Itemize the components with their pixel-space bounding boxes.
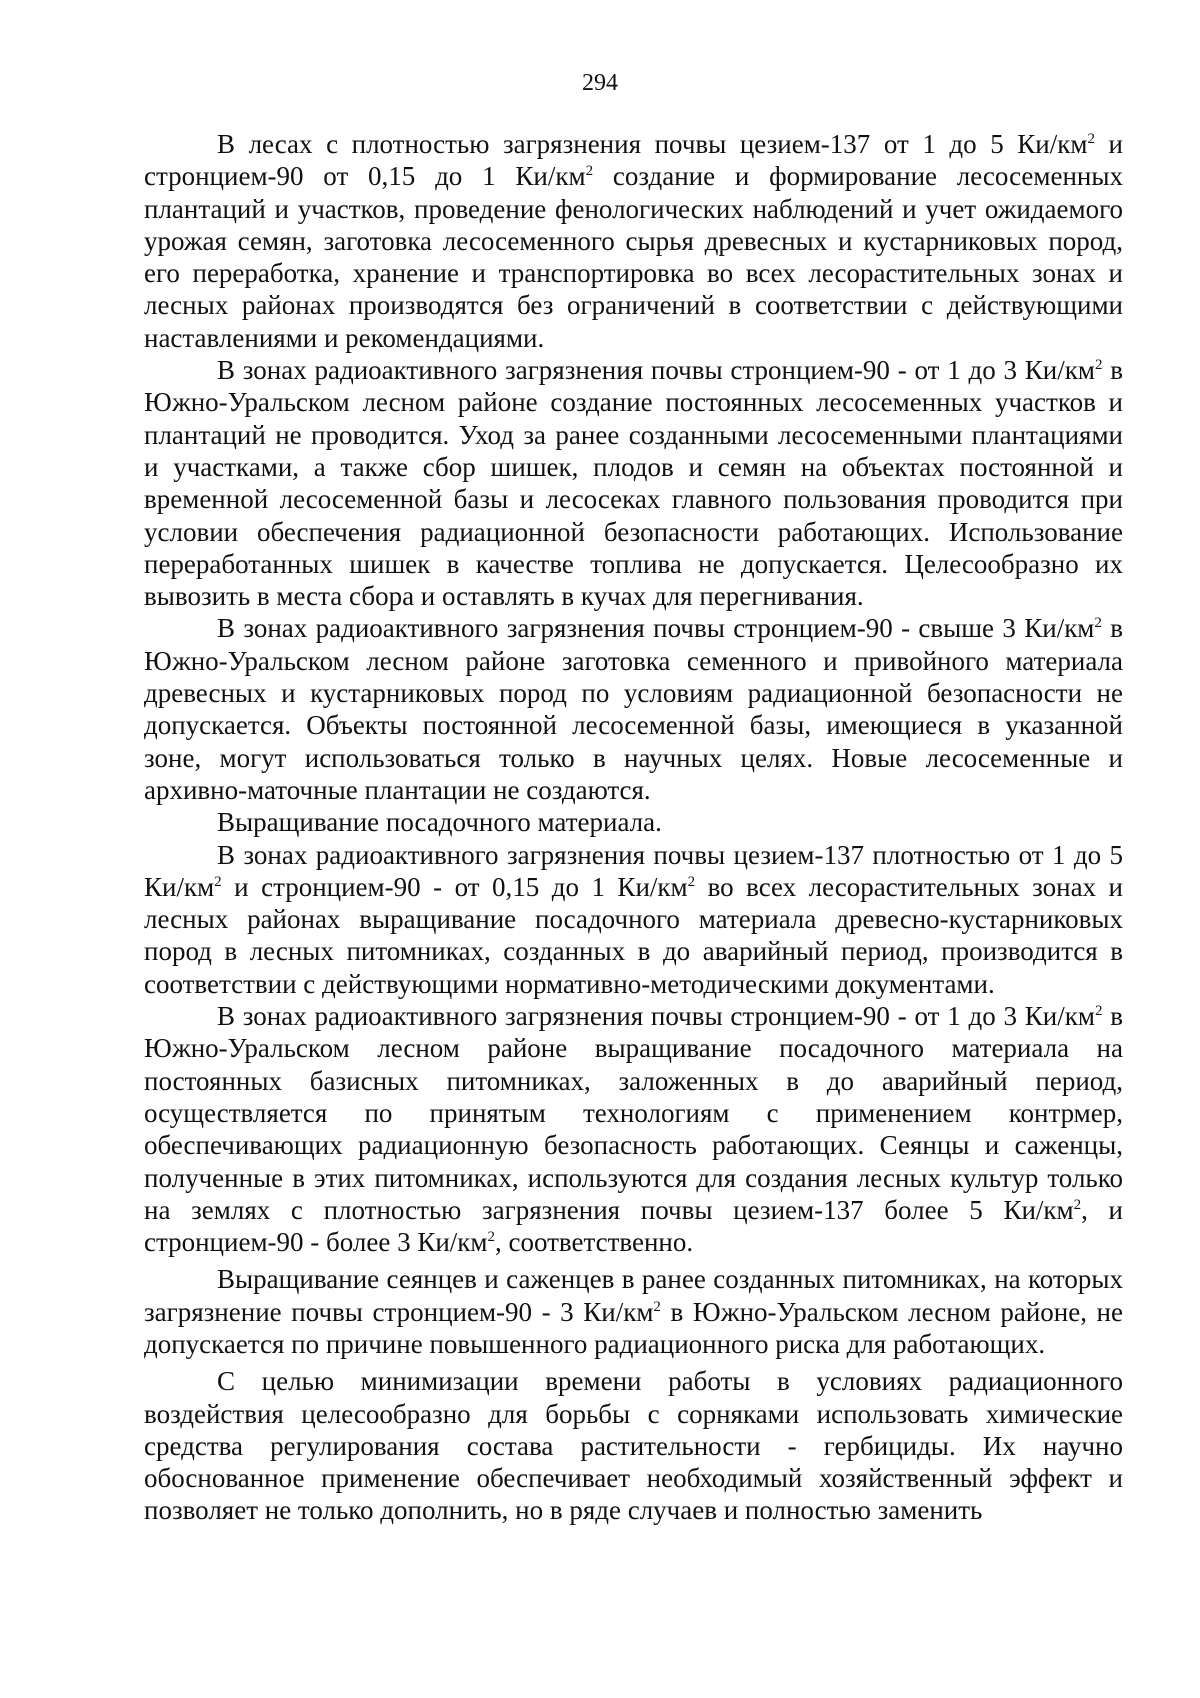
paragraph-forest-seed-base (144, 128, 1123, 354)
text-run: в Южно-Уральском лесном районе создание постоянных лесосеменных участков и плантаций не проводится. Уход за ранее созданными лесосеменными плантациями и участками, а также сбор шишек, плодов и семян на объектах постоянной и временной лесосеменной базы и лесосеках главного пользования проводится при условии обеспечения радиационной безопасности работающих. Использование переработанных шишек в качестве топлива не допускается. Целесообразно их вывозить в места сбора и оставлять в кучах для перегнивания. (144, 355, 1123, 612)
paragraph-herbicides (144, 1365, 1123, 1526)
paragraph-nursery-cesium (144, 839, 1123, 1000)
paragraph-nursery-strontium-1-3 (144, 1000, 1123, 1258)
text-run: В зонах радиоактивного загрязнения почвы стронцием-90 - от 1 до 3 Ки/км (217, 355, 1095, 386)
text-run: , и стронцием-90 - более 3 Ки/км (144, 1194, 1123, 1258)
superscript: 2 (653, 1298, 661, 1315)
superscript: 2 (1087, 131, 1095, 147)
text-run: В зонах радиоактивного загрязнения почвы стронцием-90 - свыше 3 Ки/км (217, 613, 1095, 644)
document-body (144, 128, 1123, 1527)
text-run: и стронцием-90 - от 0,15 до 1 Ки/км (221, 871, 688, 902)
text-run: в Южно-Уральском лесном районе заготовка семенного и привойного материала древесных и кустарниковых пород по условиям радиационной безопасности не допускается. Объекты постоянной лесосеменной базы, имеющиеся в указанной зоне, могут использоваться только в научных целях. Новые лесосеменные и архивно-маточные плантации не создаются. (144, 613, 1123, 805)
superscript: 2 (1094, 615, 1102, 632)
paragraph-strontium-1-3 (144, 354, 1123, 612)
text-run: В зонах радиоактивного загрязнения почвы стронцием-90 - от 1 до 3 Ки/км (217, 1001, 1095, 1032)
text-run: В лесах с плотностью загрязнения почвы цезием-137 от 1 до 5 Ки/км (217, 129, 1088, 159)
paragraph-strontium-above-3 (144, 612, 1123, 806)
page-number: 294 (582, 70, 618, 96)
text-run: и стронцием-90 от 0,15 до 1 Ки/км (144, 129, 1123, 192)
section-heading-planting-material (144, 806, 1123, 838)
text-run: Выращивание посадочного материала. (217, 807, 662, 838)
superscript: 2 (487, 1229, 495, 1246)
text-run: в Южно-Уральском лесном районе выращивание посадочного материала на постоянных базисных питомниках, заложенных в до аварийный период, осуществляется по принятым технологиям с применением контрмер, обеспечивающих радиационную безопасность работающих. Сеянцы и саженцы, полученные в этих питомниках, используются для создания лесных культур только на землях с плотностью загрязнения почвы цезием-137 более 5 Ки/км (144, 1001, 1123, 1225)
superscript: 2 (585, 163, 594, 180)
text-run: во всех лесорастительных зонах и лесных районах выращивание посадочного материала древесно-кустарниковых пород в лесных питомниках, созданных в до аварийный период, производится в соответствии с действующими нормативно-методическими документами. (144, 871, 1123, 999)
text-run: С целью минимизации времени работы в условиях радиационного воздействия целесообразно для борьбы с сорняками использовать химические средства регулирования состава растительности - гербициды. Их научно обоснованное применение обеспечивает необходимый хозяйственный эффект и позволяет не только дополнить, но в ряде случаев и полностью заменить (144, 1366, 1123, 1526)
text-run: создание и формирование лесосеменных плантаций и участков, проведение фенологических наблюдений и учет ожидаемого урожая семян, заготовка лесосеменного сырья древесных и кустарниковых пород, его переработка, хранение и транспортировка во всех лесорастительных зонах и лесных районах производятся без ограничений в соответствии с действующими наставлениями и рекомендациями. (144, 161, 1123, 353)
text-run: в Южно-Уральском лесном районе, не допускается по причине повышенного радиационного риска для работающих. (144, 1296, 1123, 1359)
paragraph-seedlings-prohibited (144, 1263, 1123, 1360)
superscript: 2 (687, 873, 696, 890)
superscript: 2 (1073, 1196, 1082, 1213)
superscript: 2 (1094, 1003, 1103, 1020)
text-run: , соответственно. (495, 1227, 694, 1258)
text-run: В зонах радиоактивного загрязнения почвы цезием-137 плотностью от 1 до 5 Ки/км (144, 839, 1123, 902)
text-run: Выращивание сеянцев и саженцев в ранее созданных питомниках, на которых загрязнение почвы стронцием-90 - 3 Ки/км (144, 1264, 1123, 1327)
superscript: 2 (214, 873, 222, 890)
superscript: 2 (1094, 357, 1103, 374)
